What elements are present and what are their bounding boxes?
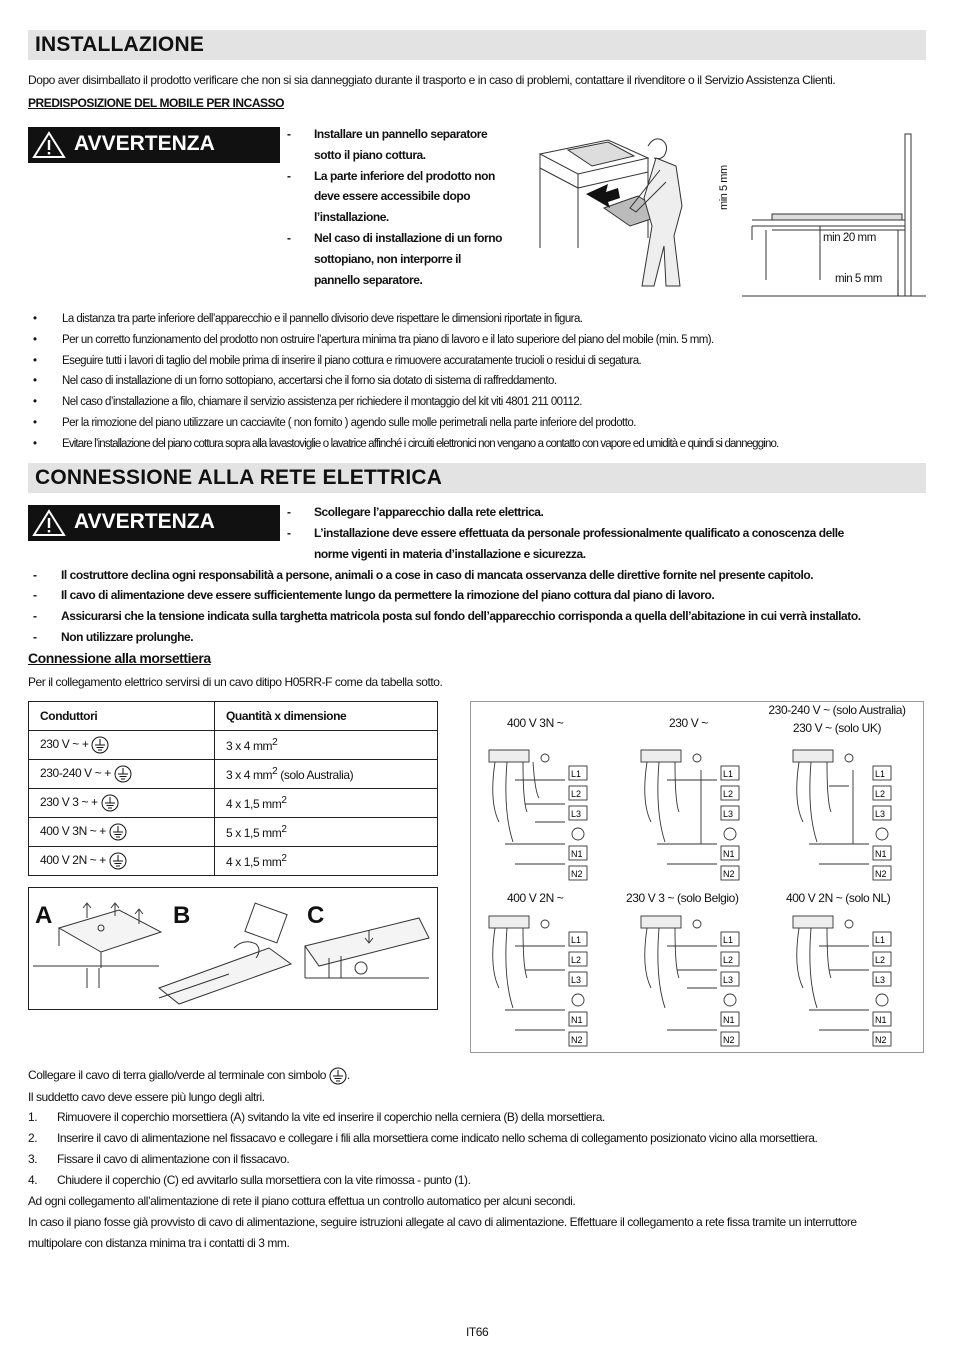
terminal-label: L2 — [723, 955, 734, 965]
terminal-label: N1 — [723, 849, 735, 859]
table-row: 230 V ~ + 3 x 4 $mm^2$ — [29, 731, 438, 760]
terminal-label: L3 — [723, 809, 734, 819]
table-row: 400 V 3N ~ + 5 x 1,5 $mm^2$ — [29, 818, 438, 847]
terminal-label: L1 — [723, 769, 734, 779]
wiring-label: 400 V 2N ~ — [507, 891, 564, 905]
terminal-label: L2 — [875, 955, 886, 965]
warning-banner — [28, 127, 280, 163]
warning-line: pannello separatore. — [314, 273, 423, 287]
terminal-label: L1 — [875, 935, 886, 945]
quantity-cell: 3 x 4 mm — [226, 768, 273, 782]
warning-line: l’installazione. — [314, 210, 389, 224]
terminal-label: N1 — [875, 1015, 887, 1025]
terminal-label: L3 — [723, 975, 734, 985]
warning-line: norme vigenti in materia d’installazione e sicurezza. — [314, 547, 586, 561]
section-header-connessione — [28, 463, 926, 493]
terminal-label: N1 — [571, 849, 583, 859]
wiring-label: 230-240 V ~ (solo Australia) — [768, 703, 906, 717]
conductor-cell: 230-240 V ~ + — [40, 766, 111, 781]
terminal-label: L1 — [875, 769, 886, 779]
warning-line: L’installazione deve essere effettuata da personale professionalmente qualificato a conoscenza delle — [314, 526, 844, 540]
dim-bottom-label: min 5 mm — [835, 273, 882, 285]
terminal-cover-steps — [28, 887, 438, 1010]
warning-triangle-icon — [32, 509, 66, 537]
ground-instruction: Collegare il cavo di terra giallo/verde al terminale con simbolo . — [28, 1067, 350, 1085]
quantity-cell: 4 x 1,5 mm — [226, 797, 282, 811]
table-row: 400 V 2N ~ + 4 x 1,5 $mm^2$ — [29, 847, 438, 876]
table-row: 230-240 V ~ + 3 x 4 $mm^2$ (solo Australia) — [29, 760, 438, 789]
conductor-cell: 230 V 3 ~ + — [40, 795, 98, 810]
quantity-cell: 4 x 1,5 mm — [226, 855, 282, 869]
conductor-table — [28, 701, 438, 876]
terminal-label: N1 — [875, 849, 887, 859]
warning-line: Nel caso di installazione di un forno — [314, 231, 503, 245]
ground-icon — [109, 852, 127, 870]
terminal-label: L2 — [875, 789, 886, 799]
warning-line: sottopiano, non interporre il — [314, 252, 461, 266]
warning-label: AVVERTENZA — [74, 510, 215, 533]
wiring-diagrams-panel — [470, 701, 924, 1053]
intro-text: Dopo aver disimballato il prodotto verificare che non si sia danneggiato durante il trasporto e in caso di problemi, contattare il rivenditore o il Servizio Assistenza Clienti. — [28, 73, 836, 87]
wiring-label: 230 V ~ — [669, 716, 708, 730]
wiring-diagram — [789, 912, 919, 1052]
section-title: CONNESSIONE ALLA RETE ELETTRICA — [35, 466, 443, 489]
terminal-label: N1 — [723, 1015, 735, 1025]
terminal-label: L1 — [571, 935, 582, 945]
terminal-label: N2 — [875, 869, 887, 879]
step-label-b: B — [173, 902, 191, 929]
terminal-label: L2 — [723, 789, 734, 799]
conductor-cell: 230 V ~ + — [40, 737, 89, 752]
terminal-label: N2 — [571, 1035, 583, 1045]
table-header-row — [29, 702, 438, 731]
installation-illustration — [538, 128, 710, 300]
warning-line: La parte inferiore del prodotto non — [314, 169, 495, 183]
terminal-label: N2 — [571, 869, 583, 879]
wiring-diagram — [637, 912, 767, 1052]
warning-triangle-icon — [32, 131, 66, 159]
terminal-label: L1 — [723, 935, 734, 945]
quantity-cell: 3 x 4 mm — [226, 739, 273, 753]
quantity-cell: 5 x 1,5 mm — [226, 826, 282, 840]
ground-icon — [109, 823, 127, 841]
closing-text: Ad ogni collegamento all’alimentazione di rete il piano cottura effettua un controllo automatico per alcuni secondi. — [28, 1194, 576, 1208]
conductor-cell: 400 V 3N ~ + — [40, 824, 106, 839]
wiring-label: 230 V 3 ~ (solo Belgio) — [626, 891, 739, 905]
warning-line: Il costruttore declina ogni responsabilità a persone, animali o a cose in caso di mancata osservanza delle direttive fornite nel presente capitolo. — [61, 568, 814, 582]
warning-line: Non utilizzare prolunghe. — [61, 630, 194, 644]
terminal-label: N2 — [875, 1035, 887, 1045]
table-header: Conduttori — [29, 702, 215, 731]
ground-icon — [101, 794, 119, 812]
subtitle-morsettiera: Connessione alla morsettiera — [28, 650, 211, 666]
dim-vertical-label: min 5 mm — [718, 165, 730, 210]
ground-instruction-2: Il suddetto cavo deve essere più lungo degli altri. — [28, 1090, 265, 1104]
terminal-label: L1 — [571, 769, 582, 779]
steps-illustration — [29, 888, 437, 1009]
table-header: Quantità x dimensione — [215, 702, 438, 731]
wiring-diagram — [485, 912, 615, 1052]
terminal-label: L2 — [571, 955, 582, 965]
wiring-label: 400 V 3N ~ — [507, 716, 564, 730]
dim-gap-label: min 20 mm — [823, 232, 876, 244]
wiring-diagram — [637, 746, 767, 886]
subtitle-mobile: PREDISPOSIZIONE DEL MOBILE PER INCASSO — [28, 96, 285, 110]
warning-line: Assicurarsi che la tensione indicata sulla targhetta matricola posta sul fondo dell’apparecchio corrisponda a quella dell’abitazione in cui verrà installato. — [61, 609, 861, 623]
closing-text: In caso il piano fosse già provvisto di cavo di alimentazione, seguire istruzioni allegate al cavo di alimentazione. Effettuare il collegamento a rete fissa tramite un interruttore — [28, 1215, 857, 1229]
conductor-cell: 400 V 2N ~ + — [40, 853, 106, 868]
warning-line: Scollegare l’apparecchio dalla rete elettrica. — [314, 505, 544, 519]
terminal-label: L3 — [875, 809, 886, 819]
terminal-label: N1 — [571, 1015, 583, 1025]
section-title: INSTALLAZIONE — [35, 33, 205, 56]
wiring-diagram — [789, 746, 919, 886]
terminal-label: N2 — [723, 869, 735, 879]
wiring-diagram — [485, 746, 615, 886]
step-label-c: C — [307, 902, 325, 929]
warning-banner — [28, 505, 280, 541]
warning-label: AVVERTENZA — [74, 132, 215, 155]
terminal-label: L3 — [875, 975, 886, 985]
dimension-drawing — [712, 130, 926, 302]
warning-line: sotto il piano cottura. — [314, 148, 426, 162]
terminal-label: N2 — [723, 1035, 735, 1045]
warning-line: Installare un pannello separatore — [314, 127, 488, 141]
closing-text: multipolare con distanza minima tra i contatti di 3 mm. — [28, 1236, 290, 1250]
cable-info-text: Per il collegamento elettrico servirsi di un cavo ditipo H05RR-F come da tabella sotto. — [28, 675, 443, 689]
wiring-label: 400 V 2N ~ (solo NL) — [786, 891, 891, 905]
section-header-installazione — [28, 30, 926, 60]
terminal-label: L2 — [571, 789, 582, 799]
ground-icon — [114, 765, 132, 783]
terminal-label: L3 — [571, 809, 582, 819]
table-row: 230 V 3 ~ + 4 x 1,5 $mm^2$ — [29, 789, 438, 818]
terminal-label: L3 — [571, 975, 582, 985]
ground-icon — [329, 1067, 347, 1085]
page-number: IT66 — [466, 1325, 489, 1339]
wiring-label: 230 V ~ (solo UK) — [792, 721, 882, 735]
warning-line: deve essere accessibile dopo — [314, 189, 471, 203]
ground-icon — [91, 736, 109, 754]
warning-line: Il cavo di alimentazione deve essere sufficientemente lungo da permettere la rimozione del piano cottura dal piano di lavoro. — [61, 588, 715, 602]
step-label-a: A — [35, 902, 53, 929]
